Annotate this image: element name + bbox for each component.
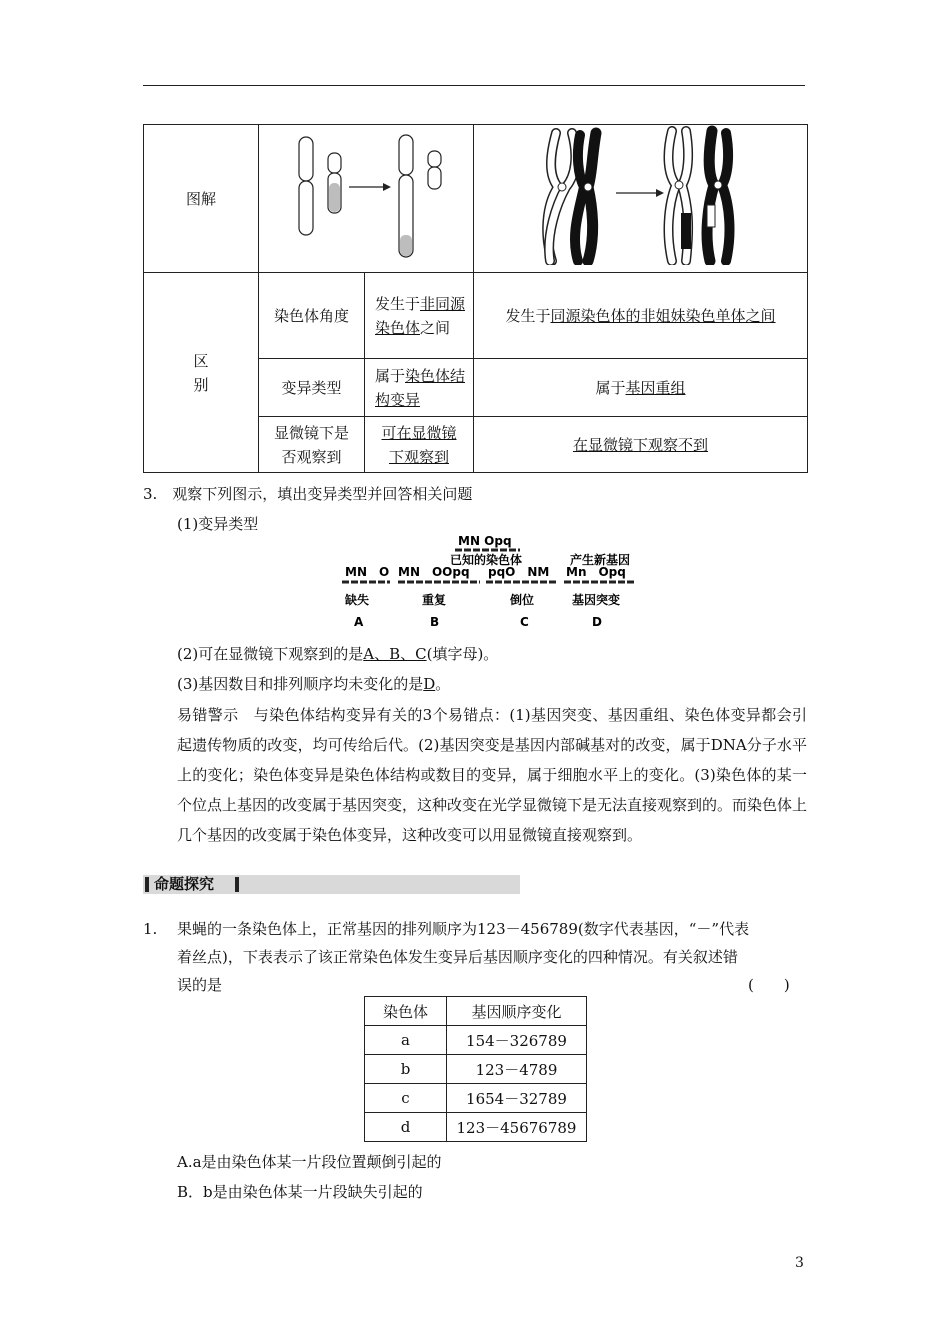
header-rule	[143, 85, 805, 86]
translocated-segment	[329, 183, 340, 212]
variant-genes: MN O	[345, 565, 390, 579]
question1-line3: 误的是	[177, 976, 223, 994]
translocation-location: 发生于非同源染色体之间	[365, 273, 474, 359]
mutation-types-figure	[340, 532, 640, 632]
table-header: 染色体	[365, 997, 447, 1026]
variant-type: 重复	[422, 593, 447, 607]
variant-genes: MN OOpq	[398, 565, 470, 579]
row-label: 变异类型	[259, 359, 365, 417]
row-label: 染色体角度	[259, 273, 365, 359]
warning-paragraph: 易错警示 与染色体结构变异有关的3个易错点：(1)基因突变、基因重组、染色体变异都会引起遗传物质的改变，均可传给后代。(2)基因突变是基因内部碱基对的改变，属于DNA分子水平上的变化；染色体变异是染色体结构或数目的变异，属于细胞水平上的变化。(3)染色体的某一个位点上基因的改变属于基因突变，这种改变在光学显微镜下是无法直接观察到的。而染色体上几个基因的改变属于染色体变异，这种改变可以用显微镜直接观察到。	[177, 706, 808, 844]
question1-line1: 果蝇的一条染色体上，正常基因的排列顺序为123－456789(数字代表基因，“－”代表	[177, 920, 750, 938]
translocation-visibility: 可在显微镜下观察到	[365, 417, 474, 473]
variant-type: 基因突变	[572, 593, 621, 607]
question3-title: 3. 观察下列图示，填出变异类型并回答相关问题	[143, 485, 473, 503]
table-row: a 154－326789	[365, 1026, 587, 1055]
known-chromosome-label: 已知的染色体	[450, 553, 523, 567]
translocated-segment-result	[400, 235, 412, 256]
answer-bracket: ( )	[748, 976, 790, 994]
table-header: 基因顺序变化	[447, 997, 587, 1026]
crossing-over-figure	[476, 125, 806, 265]
table-row: c 1654－32789	[365, 1084, 587, 1113]
crossover-visibility: 在显微镜下观察不到	[474, 417, 808, 473]
gene-order-table	[364, 996, 587, 1142]
known-chromosome-genes: MN Opq	[458, 534, 512, 548]
comparison-table	[143, 124, 808, 473]
nonhomologous-translocation-figure	[259, 125, 474, 265]
question3-sub3: (3)基因数目和排列顺序均未变化的是D。	[177, 675, 451, 693]
section-banner	[143, 875, 520, 894]
group-label-cell: 区 别	[144, 273, 259, 473]
page-number: 3	[795, 1255, 804, 1271]
variant-letter: B	[430, 615, 440, 629]
translocation-diagram	[259, 125, 474, 273]
crossover-location: 发生于同源染色体的非姐妹染色单体之间	[474, 273, 808, 359]
option-a: A.a是由染色体某一片段位置颠倒引起的	[177, 1153, 442, 1171]
question3-sub2: (2)可在显微镜下观察到的是A、B、C(填字母)。	[177, 645, 499, 663]
row-label: 显微镜下是否观察到	[259, 417, 365, 473]
chromosome-long	[299, 137, 313, 181]
variant-type: 倒位	[510, 593, 535, 607]
table-row: b 123－4789	[365, 1055, 587, 1084]
diagram-row-label: 图解	[144, 125, 259, 273]
variant-letter: D	[592, 615, 602, 629]
chromosome-result-long	[399, 135, 413, 175]
section-title: 命题探究	[154, 875, 215, 893]
variant-type: 缺失	[345, 593, 370, 607]
question1-number: 1.	[143, 920, 158, 938]
variant-genes: pqO NM	[488, 565, 550, 579]
new-gene-label: 产生新基因	[570, 553, 631, 567]
chromosome-short	[328, 153, 341, 173]
crossover-type: 属于基因重组	[474, 359, 808, 417]
variant-letter: C	[520, 615, 529, 629]
variant-genes: Mn Opq	[566, 565, 626, 579]
crossover-diagram	[474, 125, 808, 273]
option-b: B．b是由染色体某一片段缺失引起的	[177, 1183, 423, 1201]
question3-sub1: (1)变异类型	[177, 515, 259, 533]
chromosome-long-arm	[299, 181, 313, 235]
question1-line2: 着丝点)，下表表示了该正常染色体发生变异后基因顺序变化的四种情况。有关叙述错	[177, 948, 738, 966]
translocation-type: 属于染色体结构变异	[365, 359, 474, 417]
variant-letter: A	[354, 615, 364, 629]
chromosome-result-short	[428, 151, 441, 167]
table-row: d 123－45676789	[365, 1113, 587, 1142]
